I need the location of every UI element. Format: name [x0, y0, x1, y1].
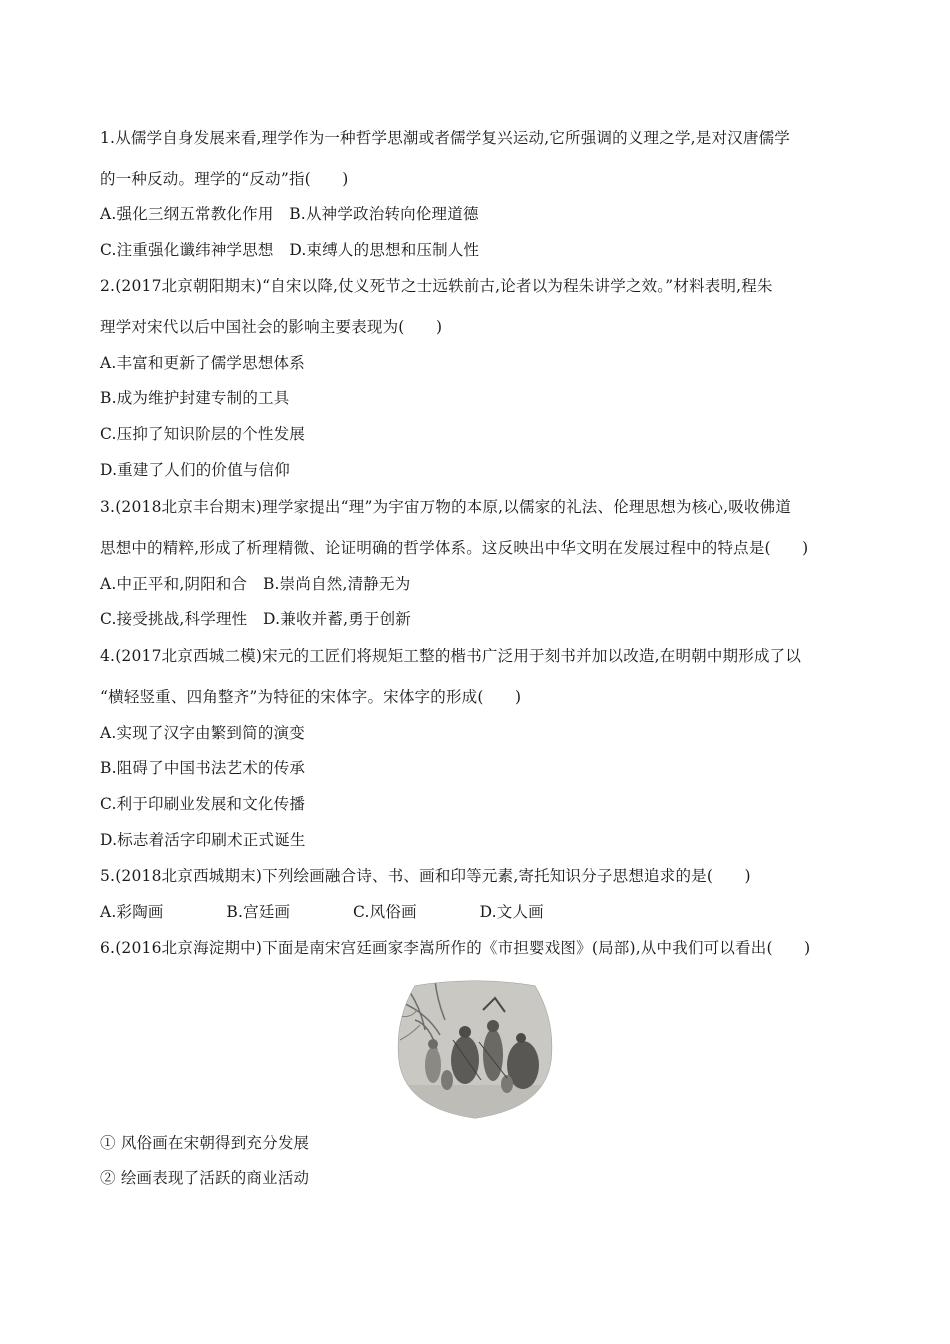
q1-stem-line2: 的一种反动。理学的“反动”指( ) [100, 170, 349, 188]
q1-options-ab: A.强化三纲五常教化作用 B.从神学政治转向伦理道德 [100, 205, 479, 223]
q1-options-cd: C.注重强化谶纬神学思想 D.束缚人的思想和压制人性 [100, 241, 480, 259]
q4-option-b: B.阻碍了中国书法艺术的传承 [100, 759, 306, 777]
q4-stem-line1: 4.(2017北京西城二模)宋元的工匠们将规矩工整的楷书广泛用于刻书并加以改造,在明朝中期形成了以 [100, 647, 802, 665]
q3-stem-line1: 3.(2018北京丰台期末)理学家提出“理”为宇宙万物的本原,以儒家的礼法、伦理思想为核心,吸收佛道 [100, 498, 792, 516]
q4-option-d: D.标志着活字印刷术正式诞生 [100, 831, 306, 849]
q6-stem: 6.(2016北京海淀期中)下面是南宋宫廷画家李嵩所作的《市担婴戏图》(局部),从中我们可以看出( ) [100, 939, 811, 957]
q2-option-a: A.丰富和更新了儒学思想体系 [100, 354, 305, 372]
painting-image [395, 980, 555, 1120]
q2-option-c: C.压抑了知识阶层的个性发展 [100, 425, 306, 443]
q1-stem-line1: 1.从儒学自身发展来看,理学作为一种哲学思潮或者儒学复兴运动,它所强调的义理之学,是对汉唐儒学 [100, 129, 790, 147]
q6-statement-1: ① 风俗画在宋朝得到充分发展 [100, 1134, 310, 1152]
q5-options: A.彩陶画 B.宫廷画 C.风俗画 D.文人画 [100, 903, 544, 921]
q5-stem: 5.(2018北京西城期末)下列绘画融合诗、书、画和印等元素,寄托知识分子思想追求的是( ) [100, 867, 751, 885]
q2-option-b: B.成为维护封建专制的工具 [100, 389, 290, 407]
q3-options-ab: A.中正平和,阴阳和合 B.崇尚自然,清静无为 [100, 575, 411, 593]
q3-options-cd: C.接受挑战,科学理性 D.兼收并蓄,勇于创新 [100, 610, 411, 628]
q2-option-d: D.重建了人们的价值与信仰 [100, 461, 290, 479]
painting-figure [395, 980, 555, 1120]
q4-stem-line2: “横轻竖重、四角整齐”为特征的宋体字。宋体字的形成( ) [100, 688, 522, 706]
q4-option-c: C.利于印刷业发展和文化传播 [100, 795, 306, 813]
q3-stem-line2: 思想中的精粹,形成了析理精微、论证明确的哲学体系。这反映出中华文明在发展过程中的特点是( ) [100, 539, 809, 557]
q6-statement-2: ② 绘画表现了活跃的商业活动 [100, 1169, 310, 1187]
q4-option-a: A.实现了汉字由繁到简的演变 [100, 724, 305, 742]
q2-stem-line2: 理学对宋代以后中国社会的影响主要表现为( ) [100, 318, 443, 336]
q2-stem-line1: 2.(2017北京朝阳期末)“自宋以降,仗义死节之士远轶前古,论者以为程朱讲学之效。”材料表明,程朱 [100, 277, 773, 295]
